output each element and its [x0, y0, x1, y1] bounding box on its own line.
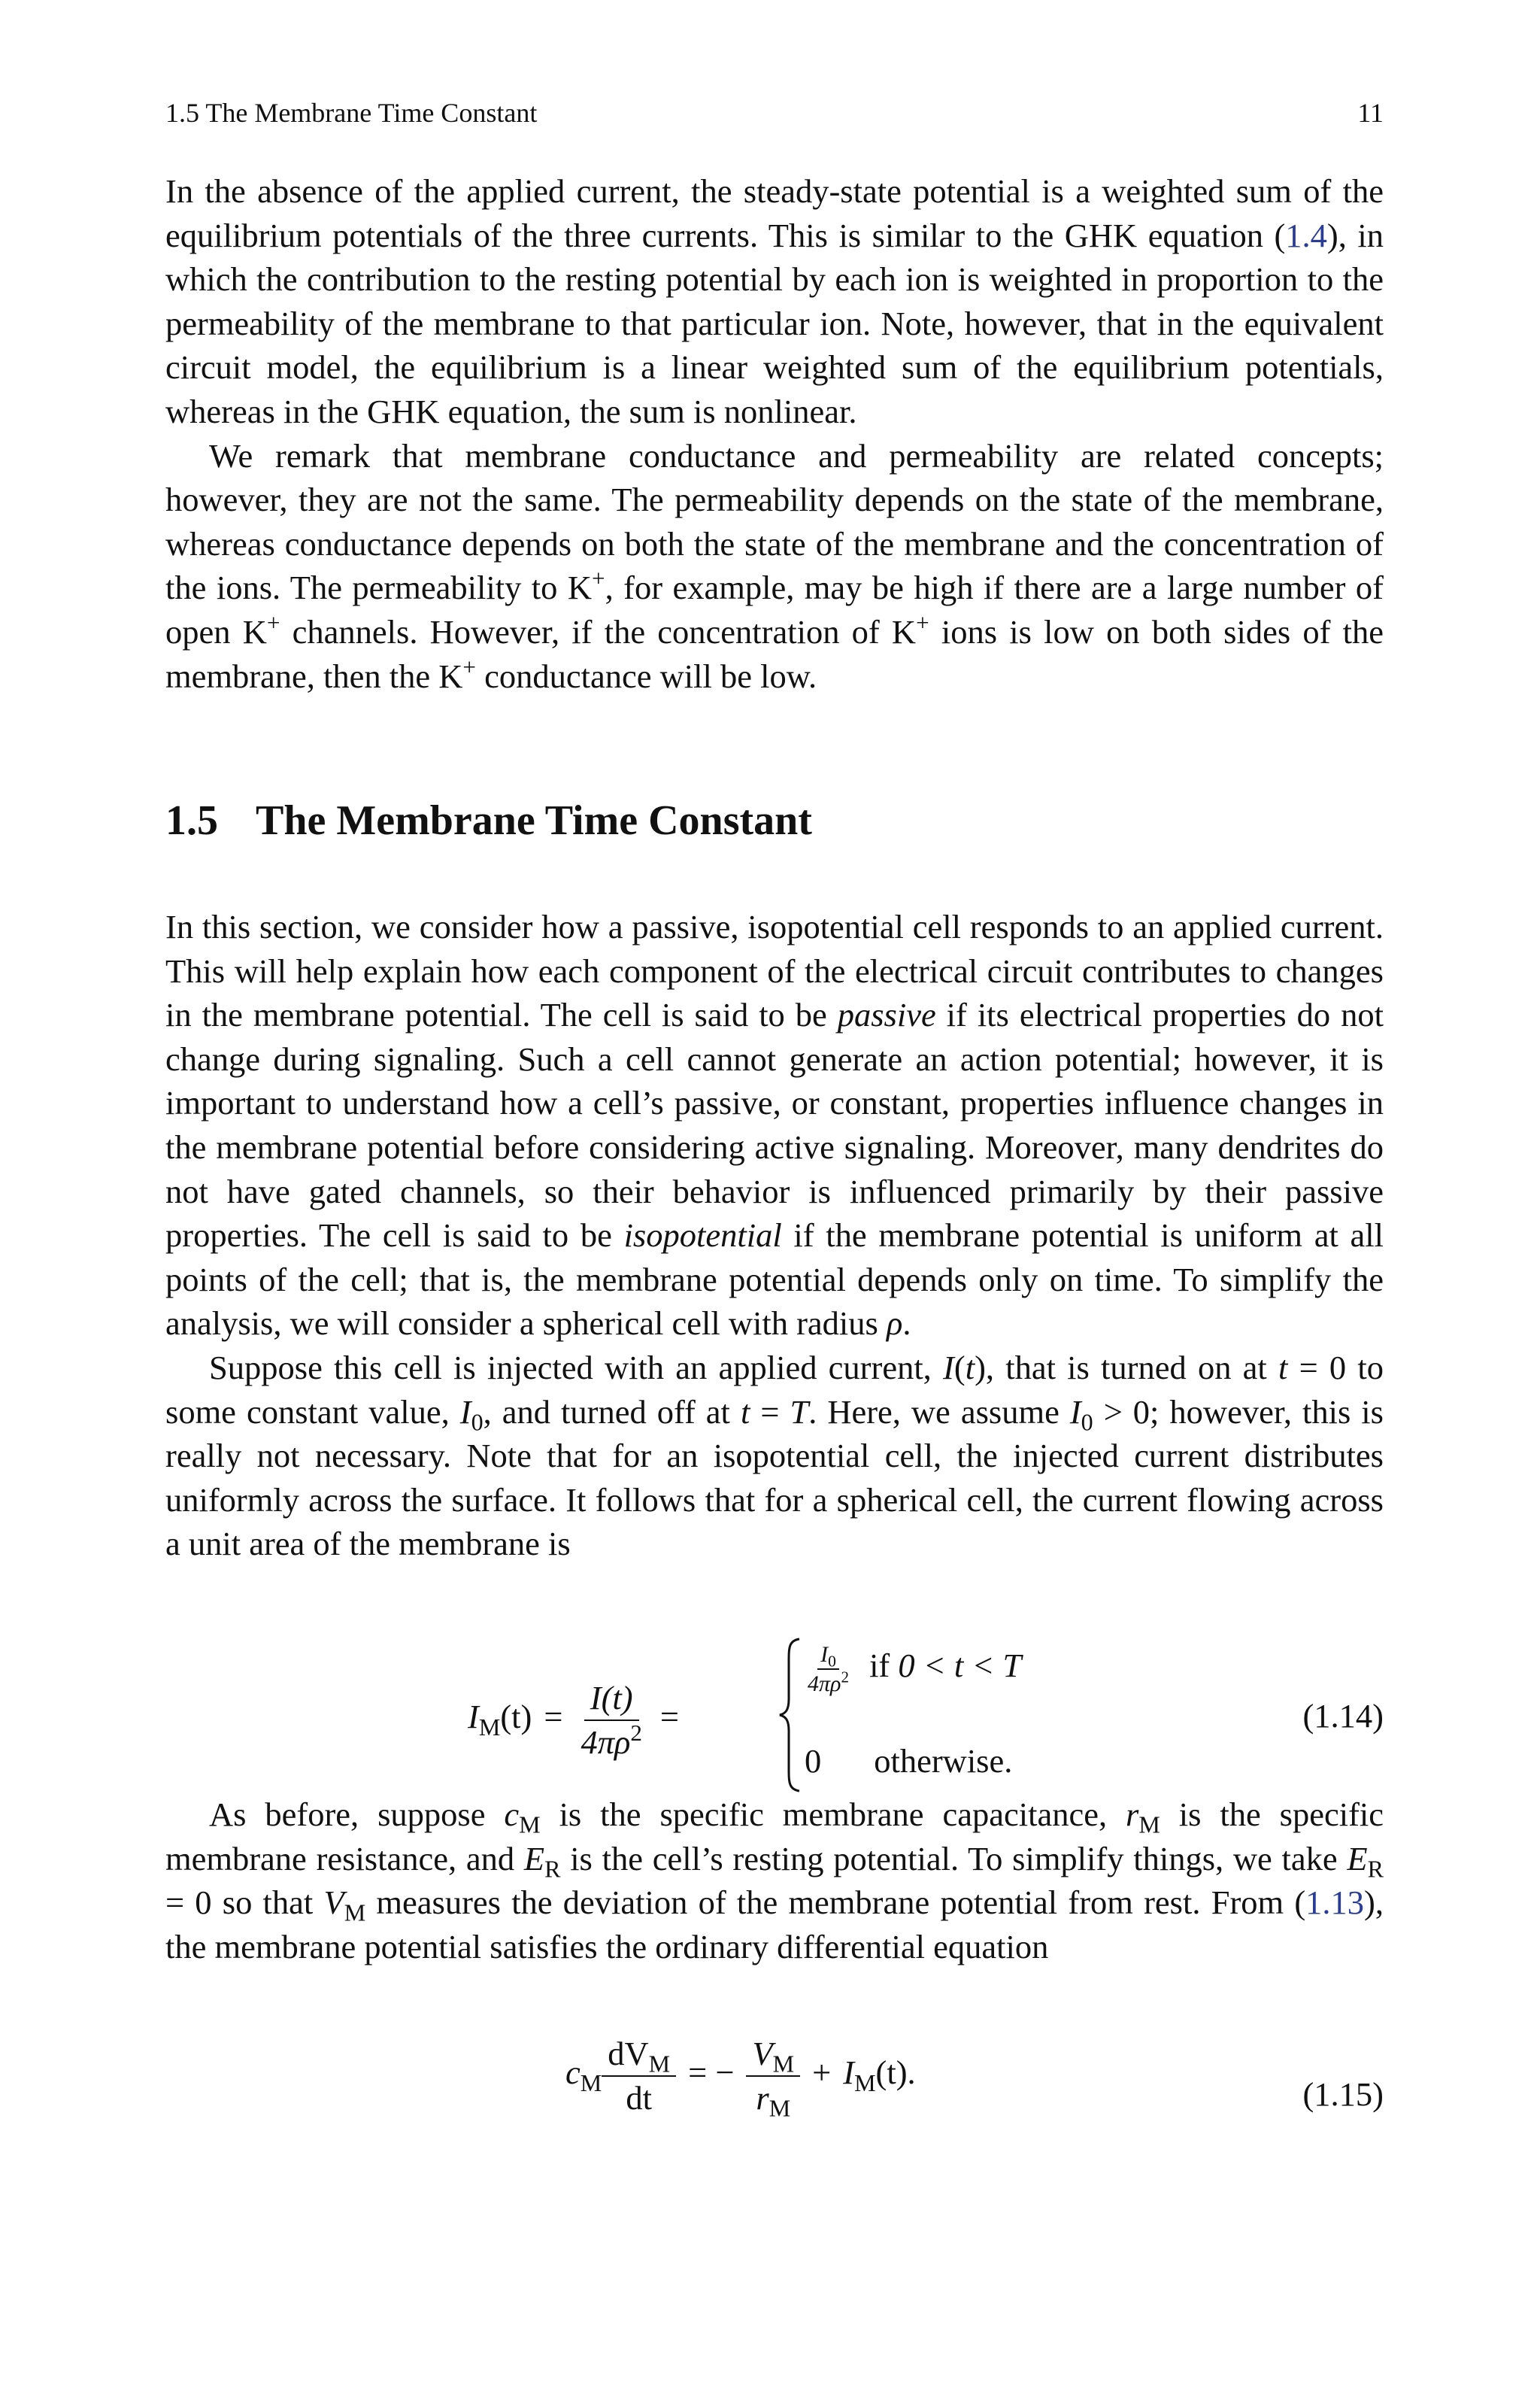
fraction: $\frac{V_M}{r_M}$ [746, 2035, 800, 2117]
paragraph: Suppose this cell is injected with an applied current, I(t), that is turned on at t = 0 to some constant value, $I_0$, and turned off at t = T. Here, we assume $I_0 > 0$; however, this is really not necessary. Note that for an isopotential cell, the injected current distributes uniformly across the surface. It follows that for a spherical cell, the current flowing across a unit area of the membrane is [165, 1348, 1384, 1563]
equation-ref-1-4[interactable]: 1.4 [1285, 216, 1327, 254]
equation-1-14 [165, 1636, 1384, 1801]
section-number: 1.5 [165, 797, 218, 844]
case-row: 0 otherwise. [805, 1742, 1013, 1780]
page-number: 11 [1357, 98, 1384, 128]
fraction: $\frac{dV_M}{dt}$ [602, 2035, 676, 2117]
equation-number: (1.15) [1302, 2075, 1384, 2113]
fraction: $\frac{I(t)}{4\pi\rho^2}$ [581, 1679, 642, 1761]
paragraph: In this section, we consider how a passive, isopotential cell responds to an applied current. This will help explain how each component of the electrical circuit contributes to changes in the membrane potential. The cell is said to be passive if its electrical properties do not change during signaling. Such a cell cannot generate an action potential; however, it is important to understand how a cell’s passive, or constant, properties influence changes in the membrane potential before considering active signaling. Moreover, many dendrites do not have gated channels, so their behavior is influenced primarily by their passive properties. The cell is said to be isopotential if the membrane potential is uniform at all points of the cell; that is, the membrane potential depends only on time. To simplify the analysis, we will consider a spherical cell with radius ρ. [165, 908, 1384, 1343]
equation-ref-1-13[interactable]: 1.13 [1305, 1883, 1365, 1922]
text-block-section [165, 905, 1384, 1566]
running-head [165, 96, 1384, 129]
paragraph: In the absence of the applied current, the steady-state potential is a weighted sum of the equilibrium potentials of the three currents. This is similar to the GHK equation (1.4), in which the contribution to the resting potential by each ion is weighted in proportion to the permeability of the membrane to that particular ion. Note, however, that in the equivalent circuit model, the equilibrium is a linear weighted sum of the equilibrium potentials, whereas in the GHK equation, the sum is nonlinear. [165, 172, 1384, 430]
running-head-section: 1.5 The Membrane Time Constant [165, 98, 538, 128]
section-title: The Membrane Time Constant [256, 797, 812, 844]
equation-expression: $c_M$ $\frac{dV_M}{dt}$ = − $\frac{V_M}{r_M}$ + $I_M(t)$. [565, 2035, 916, 2122]
text-block-after-eq [165, 1792, 1384, 1968]
section-heading [165, 794, 812, 847]
case-row: $\frac{I_0}{4\pi\rho^2}$ if 0 < t < T [808, 1642, 1022, 1696]
equation-lhs: $I_M(t)$ = $\frac{I(t)}{4\pi\rho^2}$ = [468, 1679, 680, 1761]
curly-brace-icon [777, 1636, 802, 1794]
equation-number: (1.14) [1302, 1697, 1384, 1735]
equation-1-15 [165, 2035, 1384, 2163]
paragraph: As before, suppose $c_M$ is the specific membrane capacitance, $r_M$ is the specific membrane resistance, and $E_R$ is the cell’s resting potential. To simplify things, we take $E_R = 0$ so that $V_M$ measures the deviation of the membrane potential from rest. From (1.13), the membrane potential satisfies the ordinary differential equation [165, 1795, 1384, 1965]
text-block-intro [165, 169, 1384, 698]
paragraph: We remark that membrane conductance and permeability are related concepts; however, they are not the same. The permeability depends on the state of the membrane, whereas conductance depends on both the state of the membrane and the concentration of the ions. The permeability to K+, for example, may be high if there are a large number of open K+ channels. However, if the concentration of K+ ions is low on both sides of the membrane, then the K+ conductance will be low. [165, 436, 1384, 695]
